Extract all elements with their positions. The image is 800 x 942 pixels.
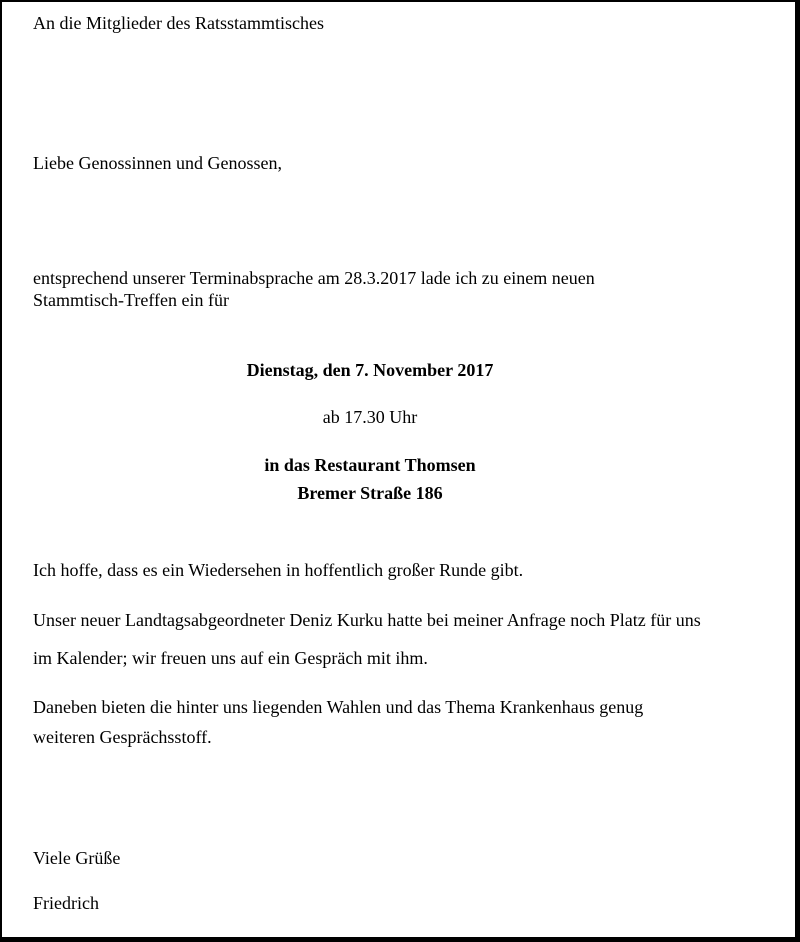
event-time: ab 17.30 Uhr [322,407,418,427]
event-address: Bremer Straße 186 [297,483,443,503]
signature: Friedrich [33,893,99,913]
paragraph-topics-line-2: weiteren Gesprächsstoff. [33,727,212,747]
paragraph-hope: Ich hoffe, dass es ein Wiedersehen in hoffentlich großer Runde gibt. [33,560,524,580]
event-venue: in das Restaurant Thomsen [264,455,476,475]
paragraph-deputy-line-2: im Kalender; wir freuen uns auf ein Gespräch mit ihm. [33,648,428,668]
paragraph-deputy-line-1: Unser neuer Landtagsabgeordneter Deniz Kurku hatte bei meiner Anfrage noch Platz für uns [33,610,701,630]
salutation: Liebe Genossinnen und Genossen, [33,153,282,173]
event-date: Dienstag, den 7. November 2017 [246,360,494,380]
intro-line-2: Stammtisch-Treffen ein für [33,290,229,310]
recipient-line: An die Mitglieder des Ratsstammtisches [33,13,324,33]
paragraph-topics-line-1: Daneben bieten die hinter uns liegenden Wahlen und das Thema Krankenhaus genug [33,697,644,717]
closing: Viele Grüße [33,848,121,868]
intro-line-1: entsprechend unserer Terminabsprache am 28.3.2017 lade ich zu einem neuen [33,268,595,288]
